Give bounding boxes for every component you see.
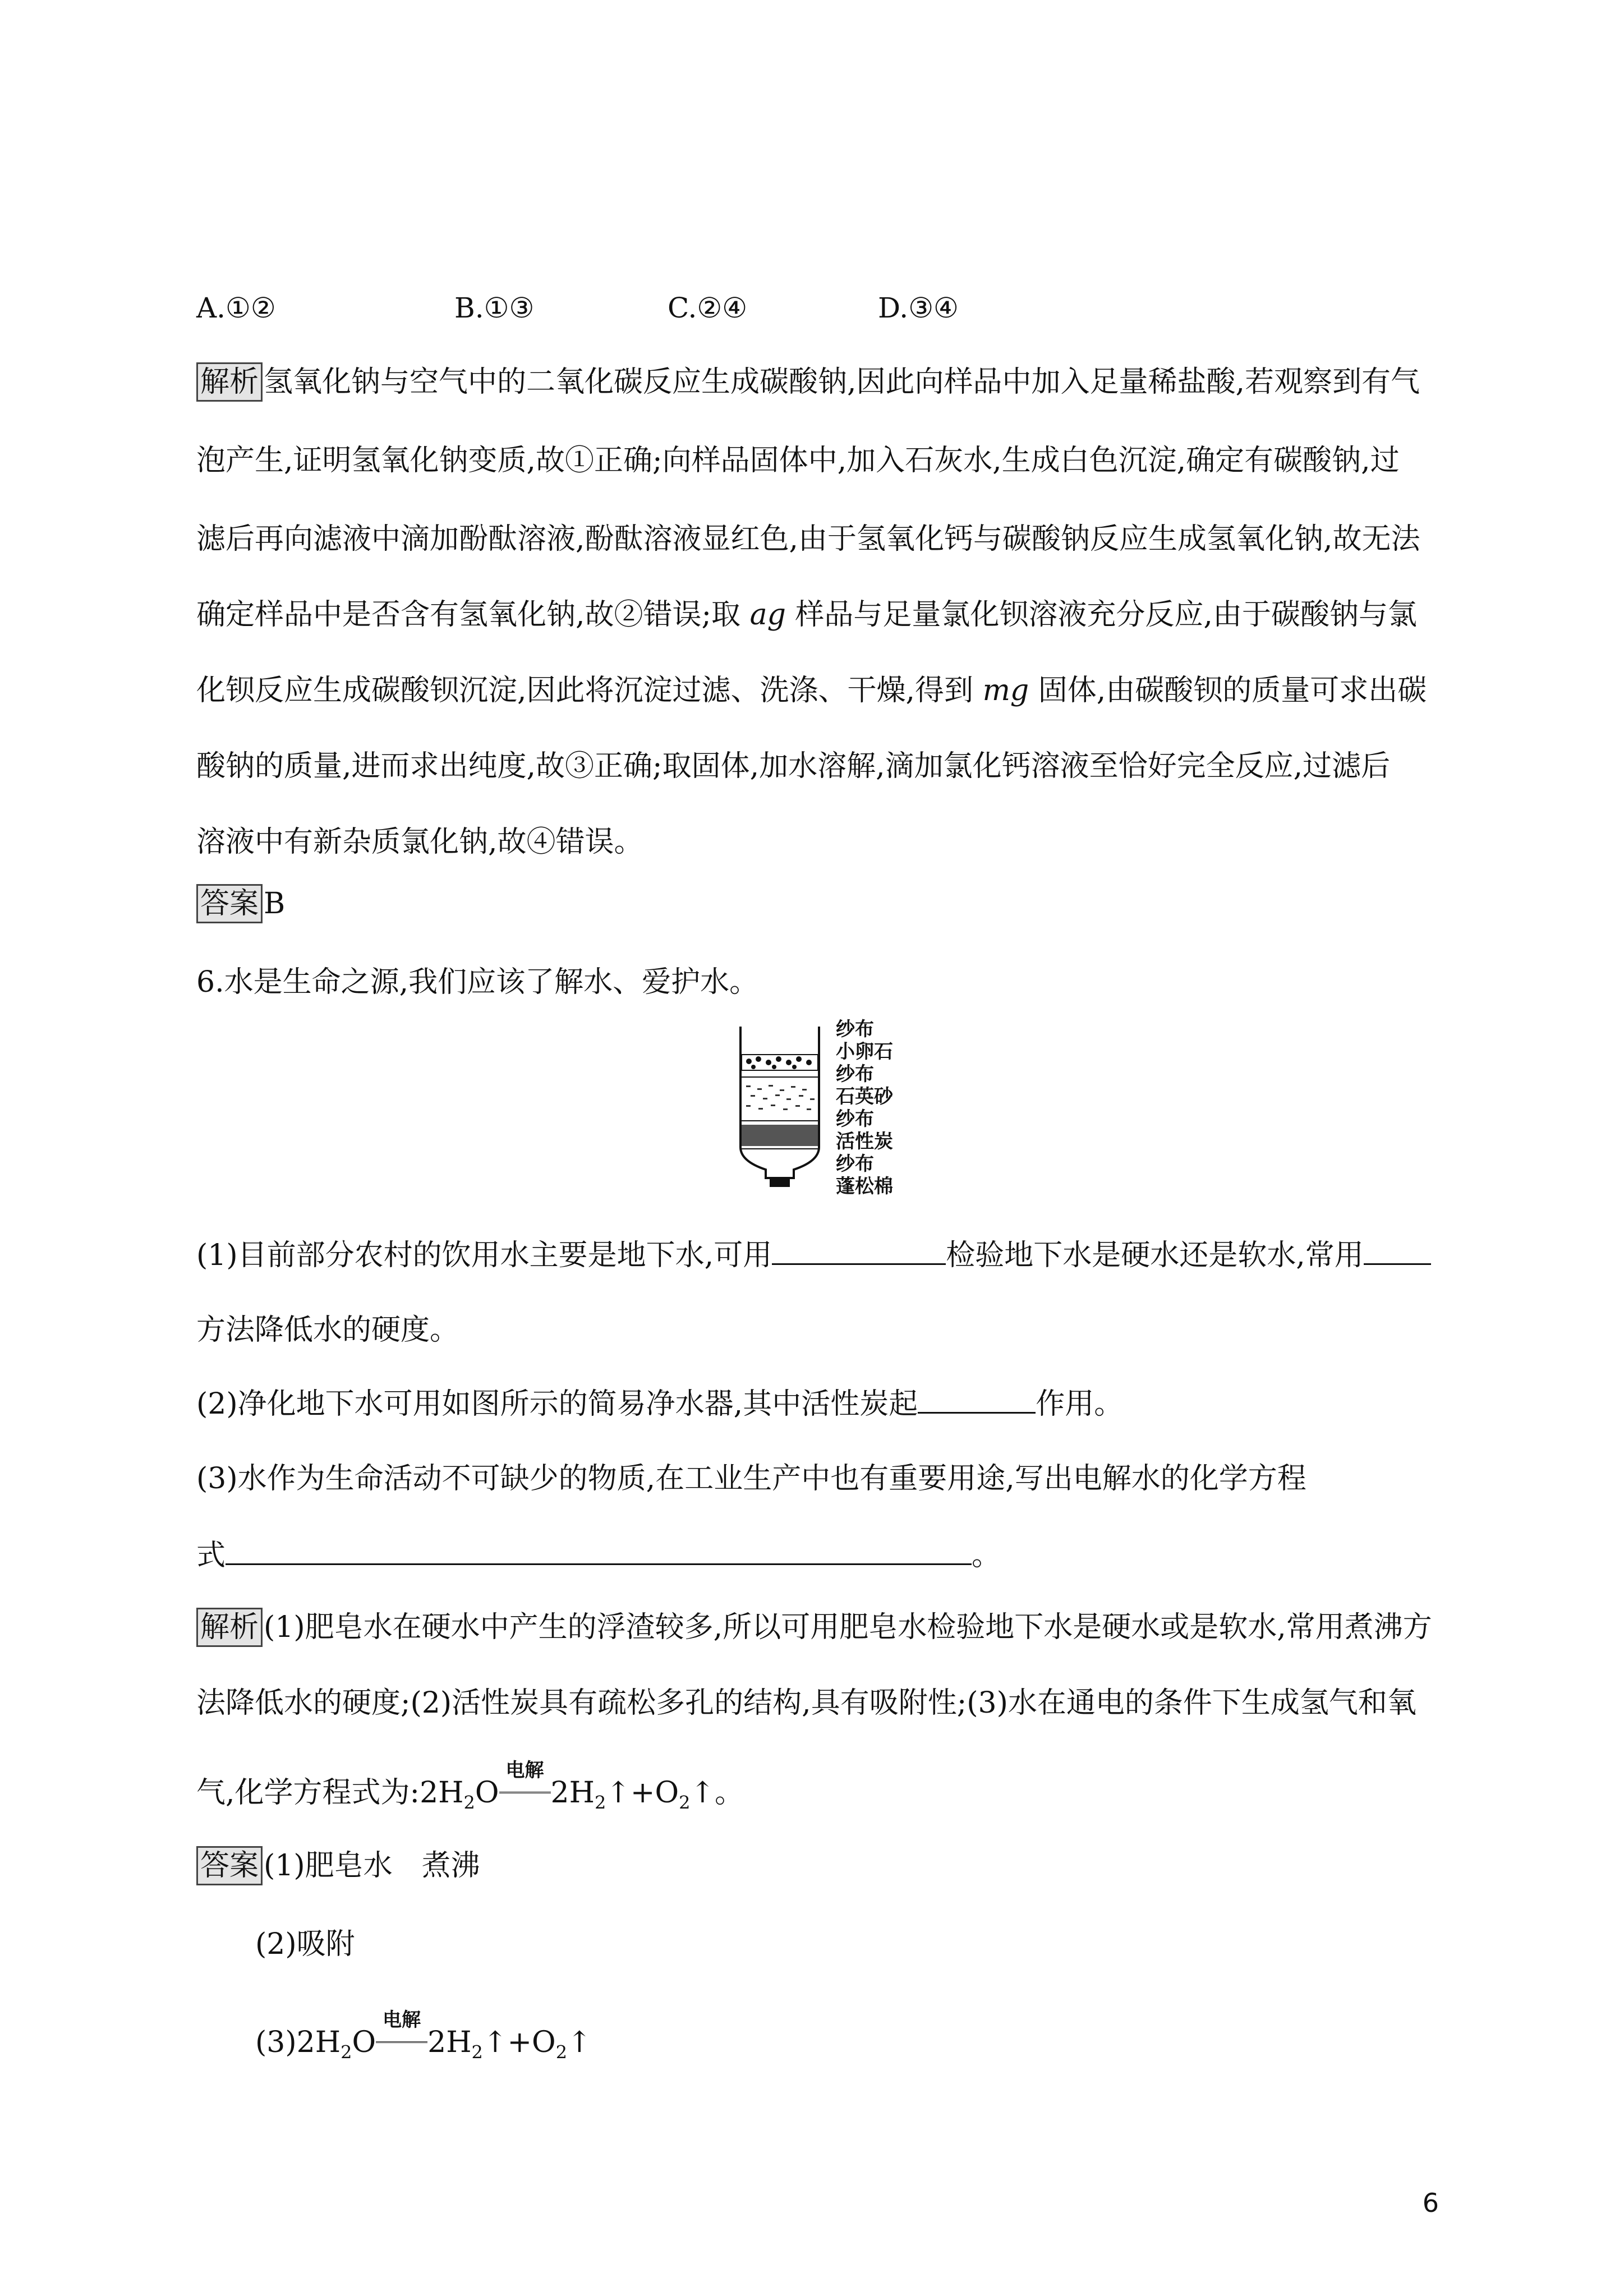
page-number: 6 (1422, 2188, 1439, 2218)
blank-3[interactable] (918, 1383, 1036, 1414)
figure-labels (836, 1018, 893, 1198)
q5-analysis-line-7: 溶液中有新杂质氯化钠,故④错误。 (196, 825, 643, 859)
label-quartz-sand: 石英砂 (836, 1085, 893, 1108)
q6-part3-line2: 式 。 (196, 1534, 1001, 1576)
option-c: C.②④ (668, 292, 748, 324)
q6-analysis-line-3: 气,化学方程式为$:2H_2O$ 电解 $2H_2↑+O_2↑$。 (196, 1759, 744, 1814)
option-b: B.①③ (454, 292, 535, 324)
label-gauze-1: 纱布 (836, 1018, 874, 1041)
blank-2[interactable] (1364, 1234, 1431, 1265)
q5-analysis-line-1: 解析 氢氧化钠与空气中的二氧化碳反应生成碳酸钠,因此向样品中加入足量稀盐酸,若观察到有气 (196, 362, 1420, 402)
q6-part3-line1: (3)水作为生命活动不可缺少的物质,在工业生产中也有重要用途,写出电解水的化学方程 (196, 1462, 1306, 1496)
mg-var: mg (982, 674, 1029, 707)
label-gauze-3: 纱布 (836, 1108, 874, 1130)
option-d: D.③④ (878, 292, 959, 324)
q5-analysis-line-6: 酸钠的质量,进而求出纯度,故③正确;取固体,加水溶解,滴加氯化钙溶液至恰好完全反应,过滤后 (196, 749, 1391, 783)
blank-1[interactable] (772, 1234, 946, 1265)
q6-answer-line-3: $(3)2H_2O$ 电解 $2H_2↑+O_2↑$ (255, 2009, 592, 2063)
q6-stem: 6.水是生命之源,我们应该了解水、爱护水。 (196, 965, 759, 999)
q5-analysis-line-5: 化钡反应生成碳酸钡沉淀,因此将沉淀过滤、洗涤、干燥,得到 mg 固体,由碳酸钡的质量可求出碳 (196, 674, 1427, 707)
quartz-sand-layer (742, 1082, 818, 1116)
answer-tag: 答案 (196, 884, 263, 923)
label-activated-carbon: 活性炭 (836, 1130, 893, 1153)
label-gauze-2: 纱布 (836, 1063, 874, 1085)
q6-answer-line-1: 答案 (1)肥皂水 煮沸 (196, 1846, 480, 1886)
label-cotton: 蓬松棉 (836, 1175, 893, 1198)
q5-analysis-line-3: 滤后再向滤液中滴加酚酞溶液,酚酞溶液显红色,由于氢氧化钙与碳酸钠反应生成氢氧化钠,故无法 (196, 522, 1420, 556)
q5-answer: 答案 B (196, 884, 285, 924)
blank-4[interactable] (226, 1534, 972, 1565)
q5-analysis-line-2: 泡产生,证明氢氧化钠变质,故①正确;向样品固体中,加入石灰水,生成白色沉淀,确定有碳酸钠,过 (196, 444, 1400, 477)
activated-carbon-layer (742, 1125, 818, 1146)
option-a: A.①② (196, 292, 276, 324)
analysis-tag: 解析 (196, 362, 263, 402)
q5-analysis-line-4: 确定样品中是否含有氢氧化钠,故②错误;取 ag 样品与足量氯化钡溶液充分反应,由于碳酸钠与氯 (196, 598, 1417, 632)
label-gauze-4: 纱布 (836, 1153, 874, 1175)
answer-tag: 答案 (196, 1846, 263, 1885)
q6-analysis-line-2: 法降低水的硬度;(2)活性炭具有疏松多孔的结构,具有吸附性;(3)水在通电的条件下生成氢气和氧 (196, 1686, 1416, 1720)
q6-part2: (2)净化地下水可用如图所示的简易净水器,其中活性炭起 作用。 (196, 1383, 1123, 1424)
ag-var: ag (749, 598, 786, 632)
label-pebbles: 小卵石 (836, 1041, 893, 1063)
answer-equation: $2H_2O$ 电解 $2H_2↑+O_2↑$ (296, 2009, 592, 2063)
equation: $2H_2O$ 电解 $2H_2↑+O_2↑$ (420, 1759, 715, 1814)
analysis-tag: 解析 (196, 1608, 263, 1647)
q6-part1-line2: 方法降低水的硬度。 (196, 1313, 459, 1347)
outlet (770, 1178, 790, 1187)
q6-part1-line1: (1)目前部分农村的饮用水主要是地下水,可用 检验地下水是硬水还是软水,常用 (196, 1234, 1431, 1276)
q6-analysis-line-1: 解析 (1)肥皂水在硬水中产生的浮渣较多,所以可用肥皂水检验地下水是硬水或是软水,常用煮沸方 (196, 1607, 1432, 1648)
q6-answer-line-2: (2)吸附 (255, 1927, 355, 1961)
